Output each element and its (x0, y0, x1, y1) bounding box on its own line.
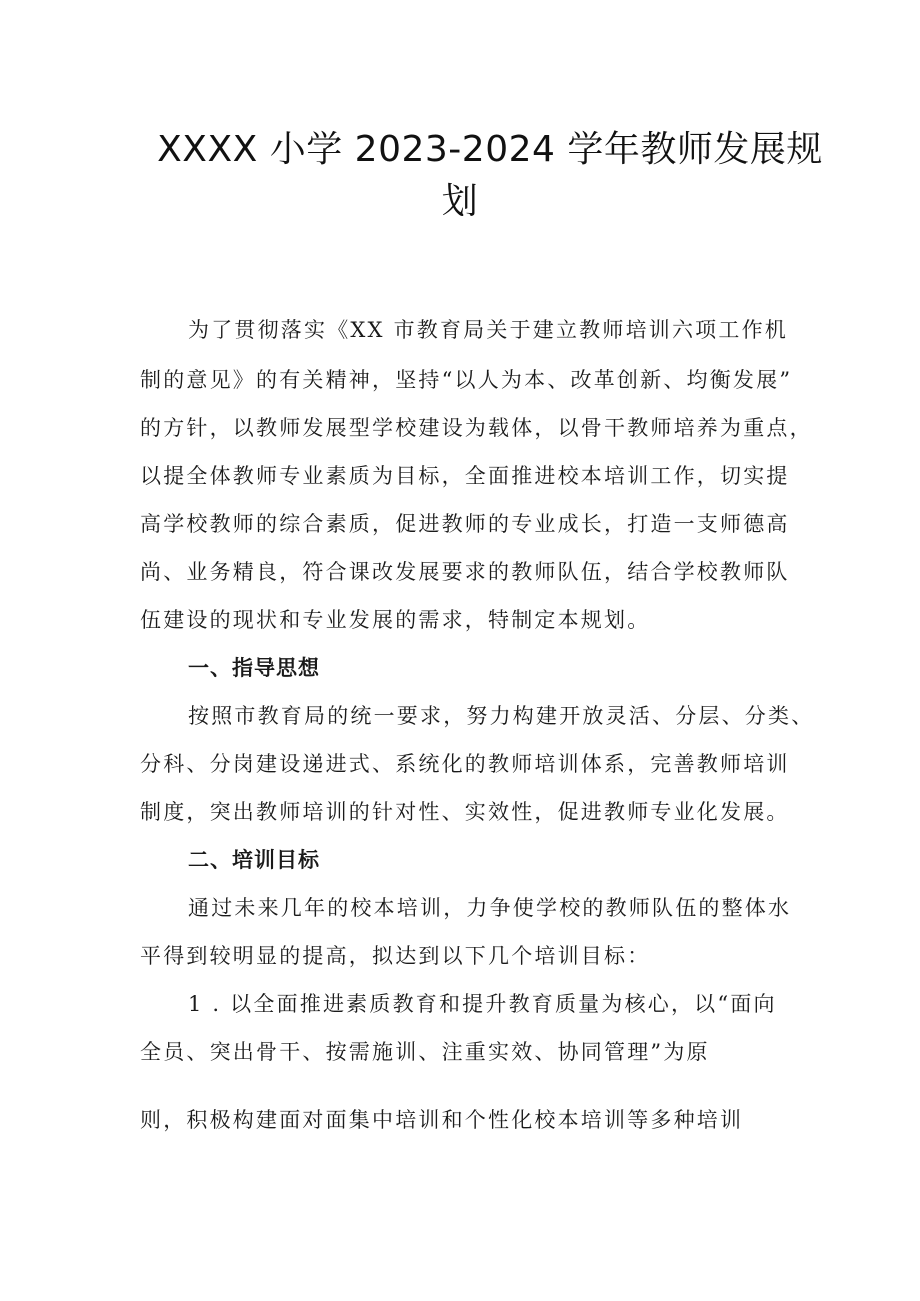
document-title-line-2: 划 (441, 181, 479, 222)
section-heading-training-goals: 二、培训目标 (188, 848, 320, 872)
list-item-1-line-3: 则，积极构建面对面集中培训和个性化校本培训等多种培训 (140, 1108, 744, 1132)
paragraph-intro-line-7: 伍建设的现状和专业发展的需求，特制定本规划。 (140, 608, 651, 632)
paragraph-goals-line-1: 通过未来几年的校本培训，力争使学校的教师队伍的整体水 (188, 896, 792, 920)
paragraph-intro-line-1: 为了贯彻落实《XX 市教育局关于建立教师培训六项工作机 (188, 318, 788, 342)
paragraph-guiding-line-3: 制度，突出教师培训的针对性、实效性，促进教师专业化发展。 (140, 800, 790, 824)
section-heading-guiding-ideology: 一、指导思想 (188, 656, 320, 680)
paragraph-intro-line-6: 尚、业务精良，符合课改发展要求的教师队伍，结合学校教师队 (140, 560, 790, 584)
paragraph-goals-line-2: 平得到较明显的提高，拟达到以下几个培训目标： (140, 944, 651, 968)
list-item-1-line-2: 全员、突出骨干、按需施训、注重实效、协同管理”为原 (140, 1040, 710, 1064)
list-item-1-line-1: 1 . 以全面推进素质教育和提升教育质量为核心，以“面向 (188, 992, 777, 1016)
paragraph-guiding-line-2: 分科、分岗建设递进式、系统化的教师培训体系，完善教师培训 (140, 752, 790, 776)
paragraph-intro-line-3: 的方针，以教师发展型学校建设为载体，以骨干教师培养为重点， (140, 416, 813, 440)
paragraph-intro-line-4: 以提全体教师专业素质为目标，全面推进校本培训工作，切实提 (140, 464, 790, 488)
document-title-line-1: XXXX 小学 2023-2024 学年教师发展规 (157, 129, 823, 170)
paragraph-intro-line-5: 高学校教师的综合素质，促进教师的专业成长，打造一支师德高 (140, 512, 790, 536)
paragraph-intro-line-2: 制的意见》的有关精神，坚持“以人为本、改革创新、均衡发展” (140, 368, 793, 392)
paragraph-guiding-line-1: 按照市教育局的统一要求，努力构建开放灵活、分层、分类、 (188, 704, 815, 728)
